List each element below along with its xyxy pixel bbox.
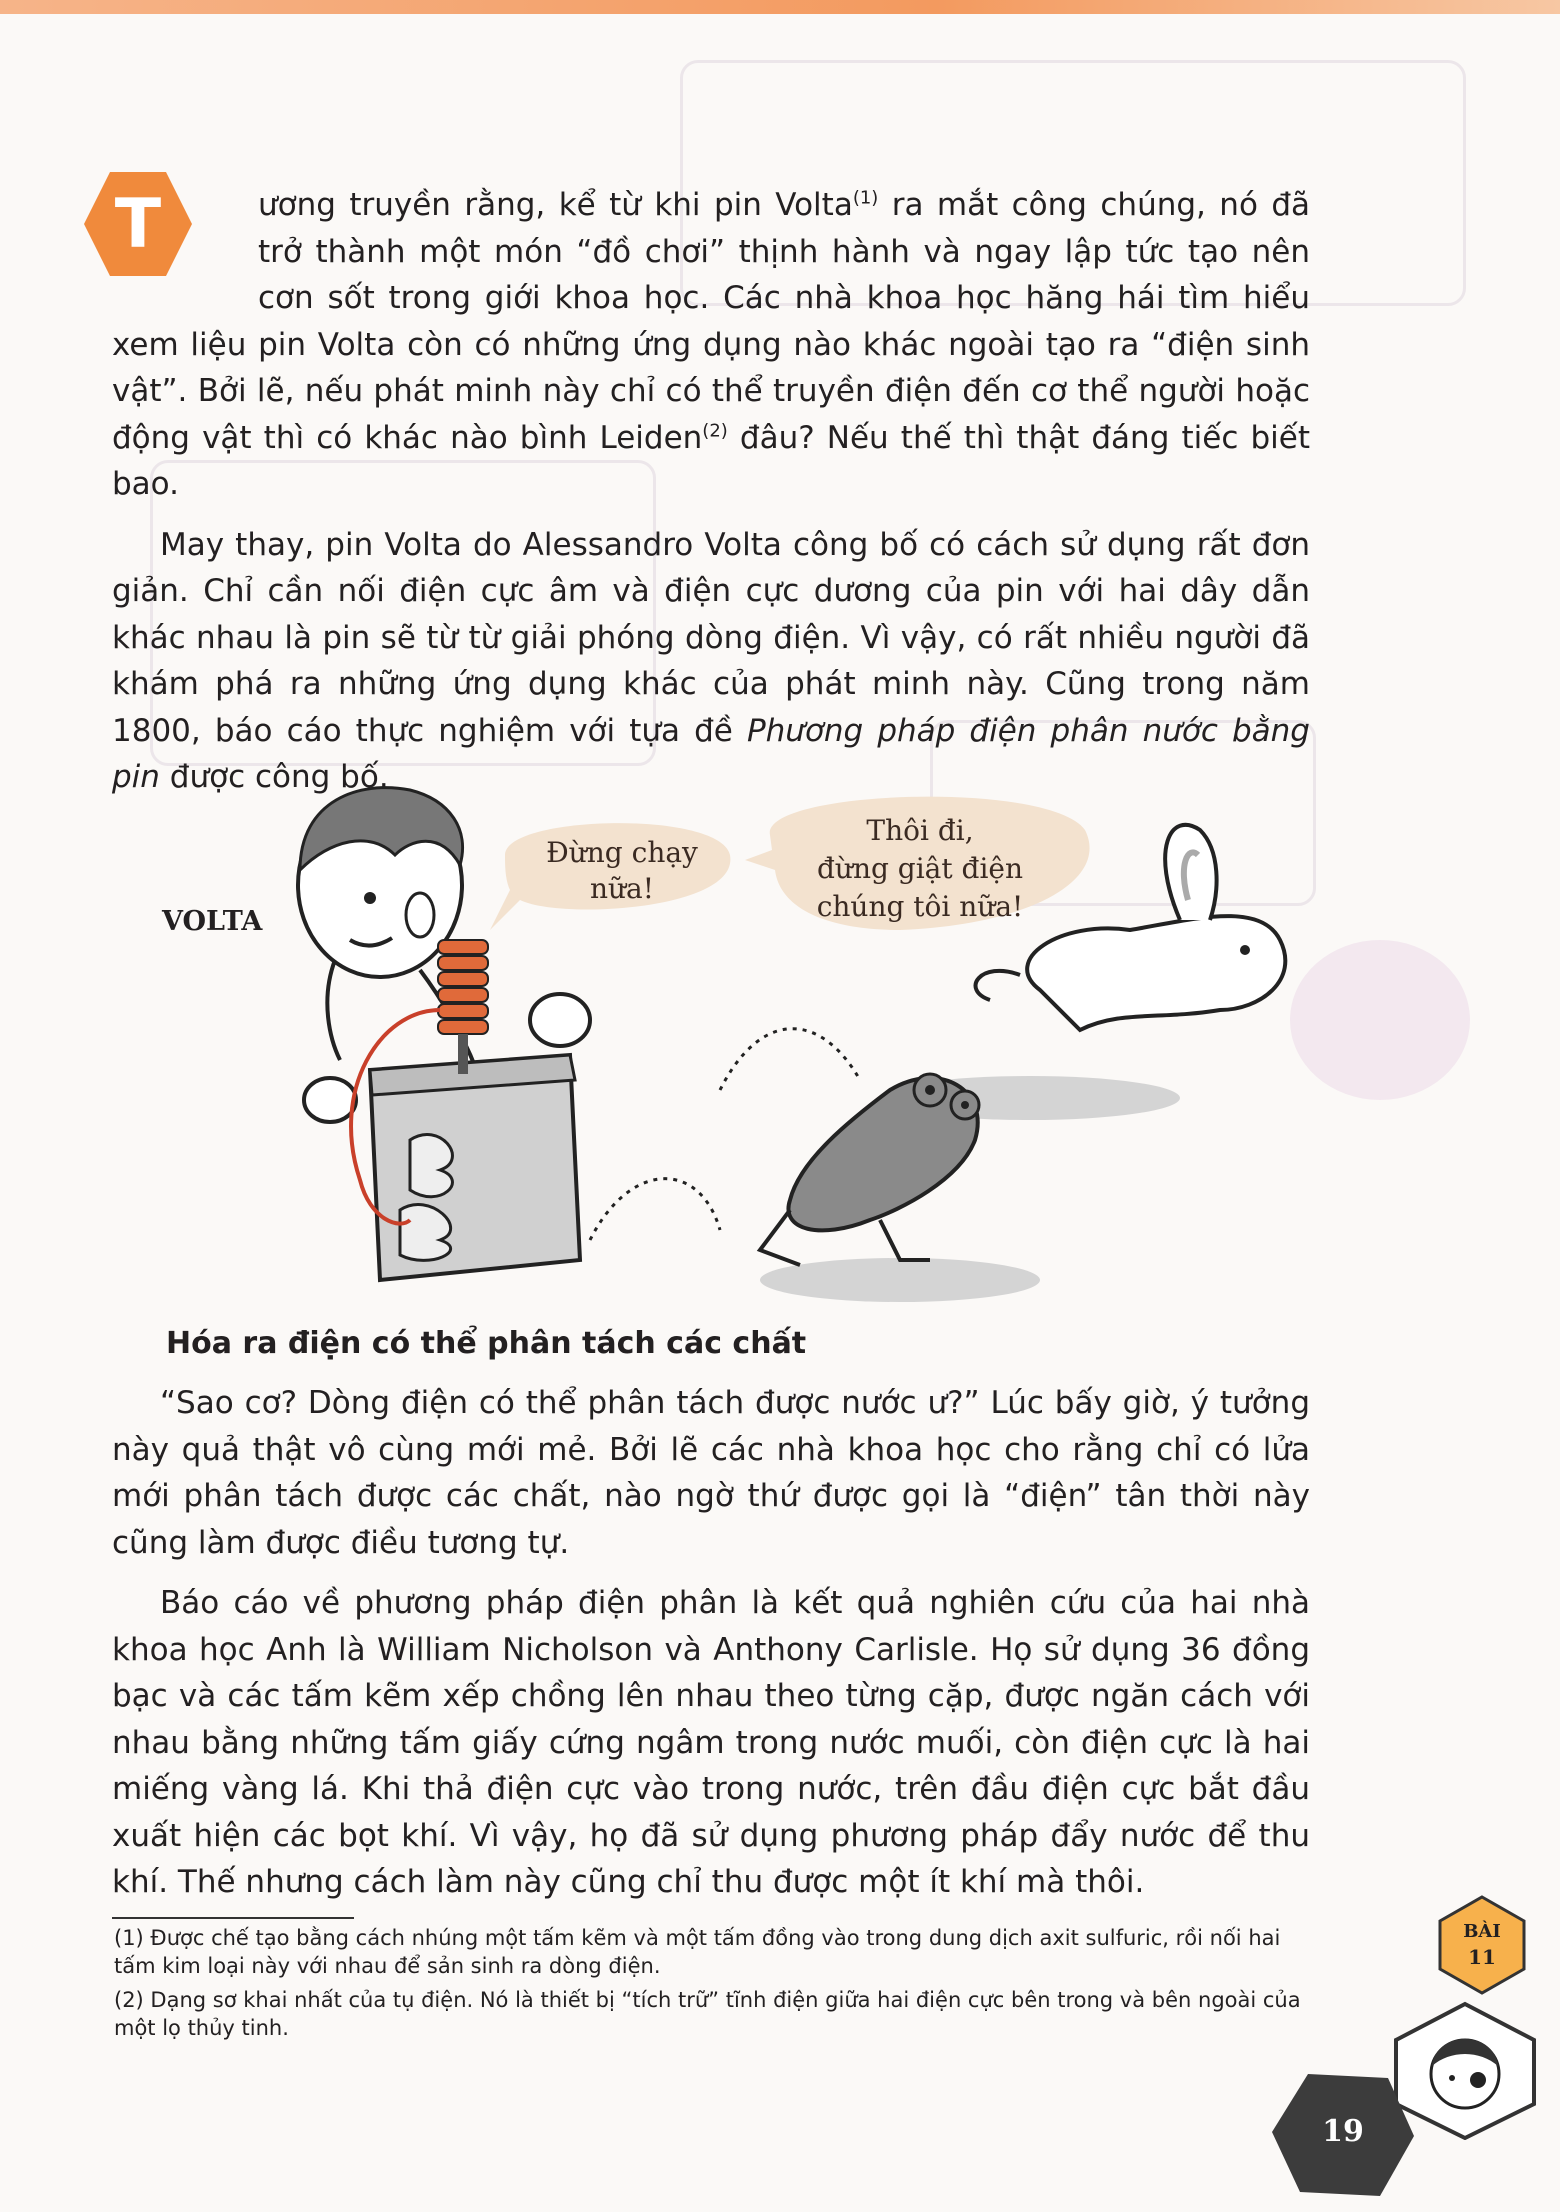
lesson-badge (1438, 1895, 1526, 1995)
lesson-badge-number: 11 (1468, 1945, 1496, 1969)
para2-part2: được công bố. (159, 759, 389, 795)
para1-part2: ra mắt công chúng, nó đã trở thành một món “đồ chơi” thịnh hành và ngay lập tức tạo nên cơn sốt trong giới khoa học. Các nhà khoa học hăng hái tìm hiểu xem liệu pin Volta còn có những ứng dụng nào khác ngoài tạo ra “điện sinh vật”. Bởi lẽ, nếu phát minh này chỉ có thể truyền điện đến cơ thể người hoặc động vật thì có khác nào bình Leiden (112, 187, 1310, 456)
speech-bubble-1 (490, 823, 730, 930)
bubble2-line2: đừng giật điện (816, 852, 1024, 885)
report-title: Phương pháp điện phân nước bằng pin (112, 712, 1310, 795)
footnote-divider (112, 1917, 354, 1919)
bubble2-line1: Thôi đi, (866, 814, 974, 847)
dropcap-spacer (112, 182, 258, 310)
intro-text (112, 182, 1310, 801)
para2-part1: May thay, pin Volta do Alessandro Volta công bố có cách sử dụng rất đơn giản. Chỉ cần nối điện cực âm và điện cực dương của pin với hai dây dẫn khác nhau là pin sẽ từ từ giải phóng dòng điện. Vì vậy, có rất nhiều người đã khám phá ra những ứng dụng khác của phát minh này. Cũng trong năm 1800, báo cáo thực nghiệm với tựa đề (112, 526, 1310, 749)
footnote-1: (1) Được chế tạo bằng cách nhúng một tấm kẽm và một tấm đồng vào trong dung dịch axit sulfuric, rồi nối hai tấm kim loại này với nhau để sản sinh ra dòng điện. (114, 1926, 1281, 1978)
speech-bubble-2 (745, 797, 1090, 930)
bubble2-line3: chúng tôi nữa! (816, 890, 1024, 923)
water-tank (370, 1055, 580, 1280)
frog (760, 1074, 979, 1265)
page-number-badge (1268, 2070, 1418, 2200)
paragraph-2 (112, 522, 1310, 801)
lesson-badge-label: BÀI (1463, 1921, 1501, 1942)
footnote-ref-1[interactable]: (1) (852, 187, 879, 209)
bubble1-line1: Đừng chạy (546, 836, 698, 869)
paragraph-3: “Sao cơ? Dòng điện có thể phân tách được nước ư?” Lúc bấy giờ, ý tưởng này quả thật vô cùng mới mẻ. Bởi lẽ các nhà khoa học cho rằng chỉ có lửa mới phân tách được các chất, nào ngờ thứ được gọi là “điện” tân thời này cũng làm được điều tương tự. (112, 1385, 1310, 1561)
volta-label: VOLTA (162, 906, 263, 937)
footnote-ref-2[interactable]: (2) (702, 420, 728, 442)
section-heading: Hóa ra điện có thể phân tách các chất (166, 1326, 807, 1361)
section-text (112, 1380, 1310, 1906)
para1-part3: đâu? Nếu thế thì thật đáng tiếc biết bao. (112, 419, 1310, 502)
paragraph-1 (112, 182, 1310, 508)
para1-part1: ương truyền rằng, kể từ khi pin Volta (258, 187, 853, 223)
page-number: 19 (1322, 2114, 1364, 2149)
motion-arc (590, 1179, 720, 1240)
frog-shadow (760, 1258, 1040, 1302)
bubble1-line2: nữa! (589, 872, 655, 905)
footnote-2: (2) Dạng sơ khai nhất của tụ điện. Nó là thiết bị “tích trữ” tĩnh điện giữa hai điện cực bên trong và bên ngoài của một lọ thủy tinh. (114, 1988, 1301, 2040)
paragraph-4: Báo cáo về phương pháp điện phân là kết quả nghiên cứu của hai nhà khoa học Anh là William Nicholson và Anthony Carlisle. Họ sử dụng 36 đồng bạc và các tấm kẽm xếp chồng lên nhau theo từng cặp, được ngăn cách với nhau bằng những tấm giấy cứng ngâm trong nước muối, còn điện cực là hai miếng vàng lá. Khi thả điện cực vào trong nước, trên đầu điện cực bắt đầu xuất hiện các bọt khí. Vì vậy, họ đã sử dụng phương pháp đẩy nước để thu khí. Thế nhưng cách làm này cũng chỉ thu được một ít khí mà thôi. (112, 1585, 1310, 1900)
dropcap-letter: T (114, 184, 162, 264)
illustration (0, 760, 1560, 1320)
motion-arc (720, 1029, 860, 1090)
top-decorative-band (0, 0, 1560, 14)
footnotes (114, 1924, 1314, 2048)
